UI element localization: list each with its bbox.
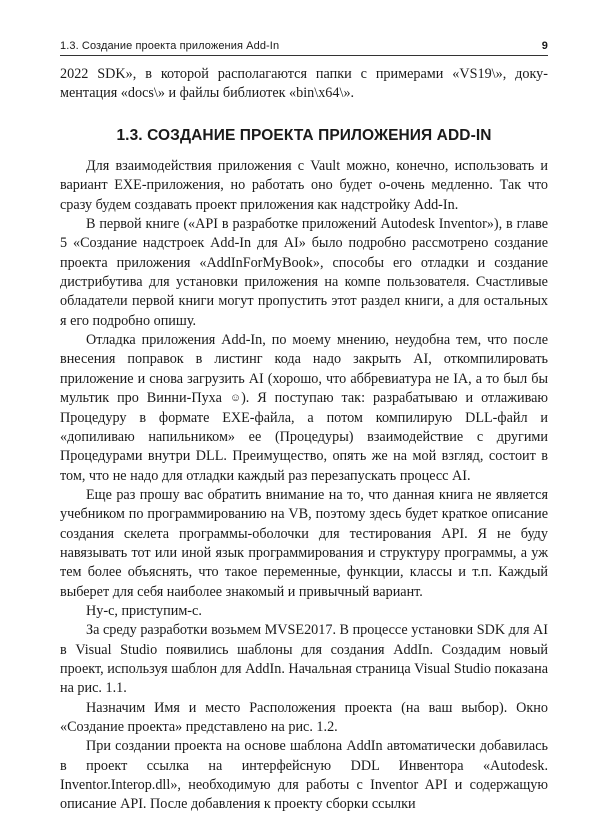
paragraph: В первой книге («API в разработке приложений Autodesk Inventor»), в главе 5 «Создание надстроек Add-In для AI» было подробно рассмотрено создание проекта приложения «AddInForMyBook», способы его отладки и создание дистрибутива для установки приложения на компе пользователя. Счастливые обладатели первой книги могут пропустить этот раздел книги, а для остальных я его подробно опишу. [60, 216, 548, 329]
intro-paragraph: 2022 SDK», в которой располагаются папки с примерами «VS19\», документация «docs\» и файлы библиотек «bin\x64\». [60, 66, 548, 102]
paragraph-text: ). Я поступаю так: разрабатываю и отлаживаю Процедуру в формате EXE-файла, а потом компилирую DLL-файл и «допиливаю напильником» ее (Процедуры) взаимодействие с другими Процедурами внутри DLL. Преимущество, опять же на мой взгляд, состоит в том, что не надо для отладки каждый раз перезапускать процесс AI. [60, 390, 549, 484]
paragraph: Для взаимодействия приложения с Vault можно, конечно, использовать и вариант EXE-приложения, но работать оно будет о-очень медленно. Так что сразу будем создавать проект приложения как надстройку Add-In. [60, 158, 548, 213]
paragraph: При создании проекта на основе шаблона AddIn автоматически добавилась в проект ссылка на интерфейсную DDL Инвентора «Autodesk. Inventor.Interop.dll», необходимую для работы с Inventor API и содержащую описание API. После добавления к проекту сборки ссылки [60, 738, 548, 813]
smiley-icon: ☺ [229, 392, 242, 405]
running-header [60, 0, 548, 56]
body-text [60, 65, 548, 815]
paragraph-text: Отладка приложения Add-In, по моему мнению, неудобна тем, что после внесения поправок в листинг кода надо закрыть AI, откомпилировать приложение и снова загрузить AI (хорошо, что аббревиатура не IA, а то был бы мультик про Винни-Пуха [60, 332, 548, 407]
running-header-title: 1.3. Создание проекта приложения Add-In [60, 40, 280, 52]
paragraph: Ну-с, приступим-с. [86, 602, 202, 619]
paragraph [60, 331, 548, 486]
section-heading: 1.3. СОЗДАНИЕ ПРОЕКТА ПРИЛОЖЕНИЯ ADD-IN [116, 126, 492, 144]
page-number: 9 [541, 40, 548, 52]
paragraph: Еще раз прошу вас обратить внимание на то, что данная книга не является учебником по программированию на VB, поэтому здесь будет краткое описание создания скелета программы-оболочки для тестирования API. Я не буду навязывать тот или иной язык программирования и структуру программы, а уж тем более объяснять, что такое переменные, функции, классы и т.п. Каждый выберет для себя наиболее знакомый и привычный вариант. [60, 486, 548, 600]
paragraph: Назначим Имя и место Расположения проекта (на ваш выбор). Окно «Создание проекта» представлено на рис. 1.2. [60, 699, 548, 735]
paragraph: За среду разработки возьмем MVSE2017. В процессе установки SDK для AI в Visual Studio появились шаблоны для создания AddIn. Создадим новый проект, используя шаблон для AddIn. Начальная страница Visual Studio показана на рис. 1.1. [60, 622, 548, 697]
